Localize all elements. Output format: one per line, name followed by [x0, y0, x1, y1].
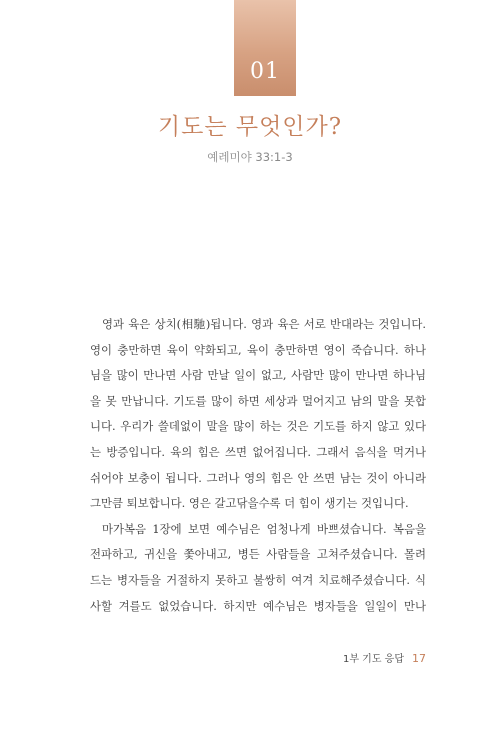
text-line: 영이 충만하면 육이 약화되고, 육이 충만하면 영이 죽습니다. 하나: [90, 342, 426, 357]
text-line: 을 못 만납니다. 기도를 많이 하면 세상과 멀어지고 남의 말을 못합: [90, 393, 426, 408]
text-line: 영과 육은 상치(相馳)됩니다. 영과 육은 서로 반대라는 것입니다.: [102, 317, 426, 331]
text-line: 드는 병자들을 거절하지 못하고 불쌍히 여겨 치료해주셨습니다. 식: [90, 572, 426, 587]
text-line: 전파하고, 귀신을 쫓아내고, 병든 사람들을 고쳐주셨습니다. 몰려: [90, 547, 426, 562]
page-number: 17: [412, 652, 426, 665]
chapter-title: 기도는 무엇인가?: [157, 114, 343, 140]
text-line: 사할 겨를도 없었습니다. 하지만 예수님은 병자들을 일일이 만나: [90, 598, 426, 613]
text-line: 니다. 우리가 쓸데없이 말을 많이 하는 것은 기도를 하지 않고 있다: [90, 419, 426, 434]
text-line: 그만큼 퇴보합니다. 영은 갈고닦을수록 더 힘이 생기는 것입니다.: [90, 496, 409, 511]
footer-section-label: 1부 기도 응답: [342, 654, 404, 665]
text-line: 님을 많이 만나면 사람 만날 일이 없고, 사람만 많이 만나면 하나님: [90, 368, 426, 383]
text-line: 는 방증입니다. 육의 힘은 쓰면 없어집니다. 그래서 음식을 먹거나: [90, 444, 426, 459]
scripture-reference: 예레미야 33:1-3: [207, 150, 293, 164]
body-text: [90, 312, 426, 619]
chapter-number: 01: [250, 59, 280, 84]
chapter-tab: [234, 0, 296, 96]
text-line: 쉬어야 보충이 됩니다. 그러나 영의 힘은 안 쓰면 남는 것이 아니라: [90, 470, 426, 485]
page-footer: [343, 650, 426, 665]
text-line: 마가복음 1장에 보면 예수님은 엄청나게 바쁘셨습니다. 복음을: [102, 521, 426, 536]
